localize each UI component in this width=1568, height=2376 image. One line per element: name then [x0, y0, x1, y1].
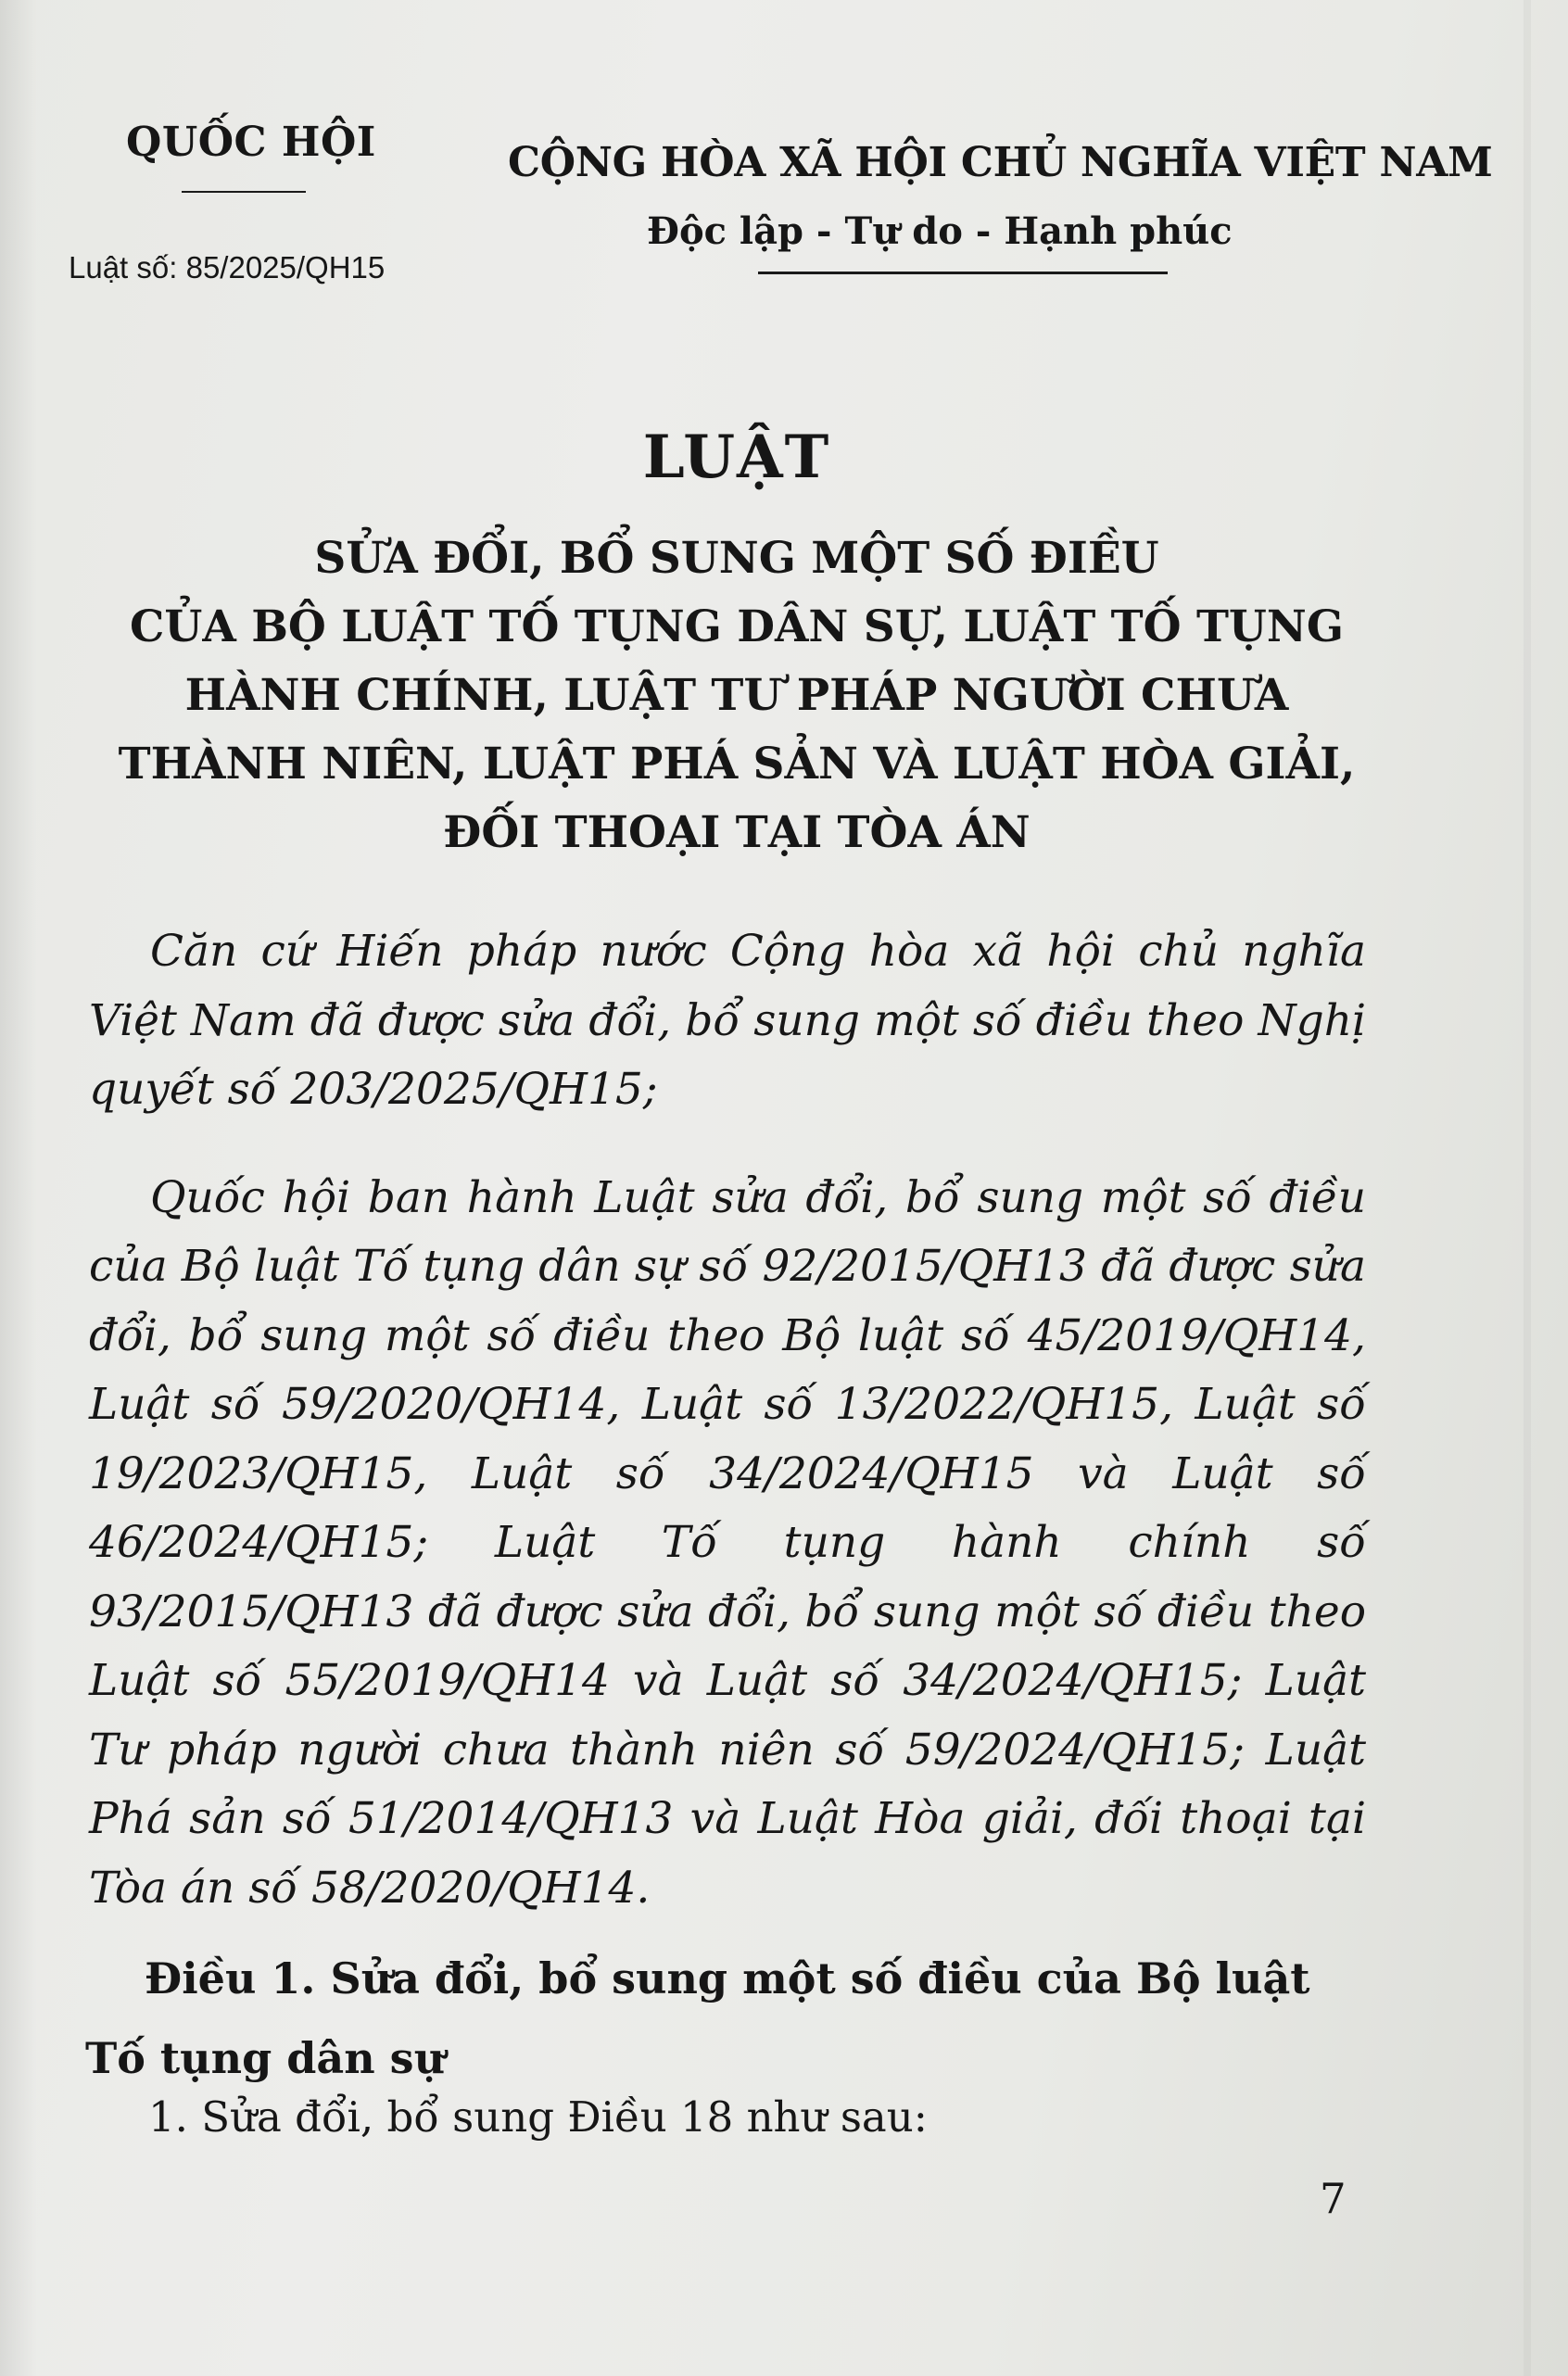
subtitle-line: SỬA ĐỔI, BỔ SUNG MỘT SỐ ĐIỀU	[314, 533, 1159, 584]
page-number: 7	[1320, 2174, 1347, 2223]
preamble	[89, 917, 1366, 1923]
law-title: LUẬT	[642, 423, 831, 492]
article-1-title-line: Điều 1. Sửa đổi, bổ sung một số điều của Bộ luật	[145, 1953, 1310, 2003]
subtitle-line: ĐỐI THOẠI TẠI TÒA ÁN	[443, 807, 1031, 858]
article-1-heading	[85, 1939, 1366, 2098]
page-shadow	[0, 0, 37, 2376]
preamble-basis: Căn cứ Hiến pháp nước Cộng hòa xã hội chủ nghĩa Việt Nam đã được sửa đổi, bổ sung một số điều theo Nghị quyết số 203/2025/QH15;	[89, 926, 1366, 1115]
subtitle-line: HÀNH CHÍNH, LUẬT TƯ PHÁP NGƯỜI CHƯA	[184, 670, 1289, 721]
national-motto: Độc lập - Tự do - Hạnh phúc	[647, 209, 1233, 253]
page-bleed-edge	[1524, 0, 1531, 2376]
issuer-name: QUỐC HỘI	[126, 119, 376, 166]
issuer-underline	[182, 191, 306, 193]
law-number: Luật số: 85/2025/QH15	[69, 250, 386, 284]
article-1-title-line: Tố tụng dân sự	[85, 2033, 446, 2083]
law-subtitle	[56, 524, 1418, 867]
clause-1: 1. Sửa đổi, bổ sung Điều 18 như sau:	[148, 2092, 928, 2142]
country-name: CỘNG HÒA XÃ HỘI CHỦ NGHĨA VIỆT NAM	[508, 139, 1493, 186]
subtitle-line: CỦA BỘ LUẬT TỐ TỤNG DÂN SỰ, LUẬT TỐ TỤNG	[129, 601, 1345, 652]
subtitle-line: THÀNH NIÊN, LUẬT PHÁ SẢN VÀ LUẬT HÒA GIẢI,	[118, 739, 1356, 790]
motto-underline	[758, 272, 1168, 274]
preamble-enactment: Quốc hội ban hành Luật sửa đổi, bổ sung một số điều của Bộ luật Tố tụng dân sự số 92/2015/QH13 đã được sửa đổi, bổ sung một số điều theo Bộ luật số 45/2019/QH14, Luật số 59/2020/QH14, Luật số 13/2022/QH15, Luật số 19/2023/QH15, Luật số 34/2024/QH15 và Luật số 46/2024/QH15; Luật Tố tụng hành chính số 93/2015/QH13 đã được sửa đổi, bổ sung một số điều theo Luật số 55/2019/QH14 và Luật số 34/2024/QH15; Luật Tư pháp người chưa thành niên số 59/2024/QH15; Luật Phá sản số 51/2014/QH13 và Luật Hòa giải, đối thoại tại Tòa án số 58/2020/QH14.	[89, 1171, 1366, 1914]
